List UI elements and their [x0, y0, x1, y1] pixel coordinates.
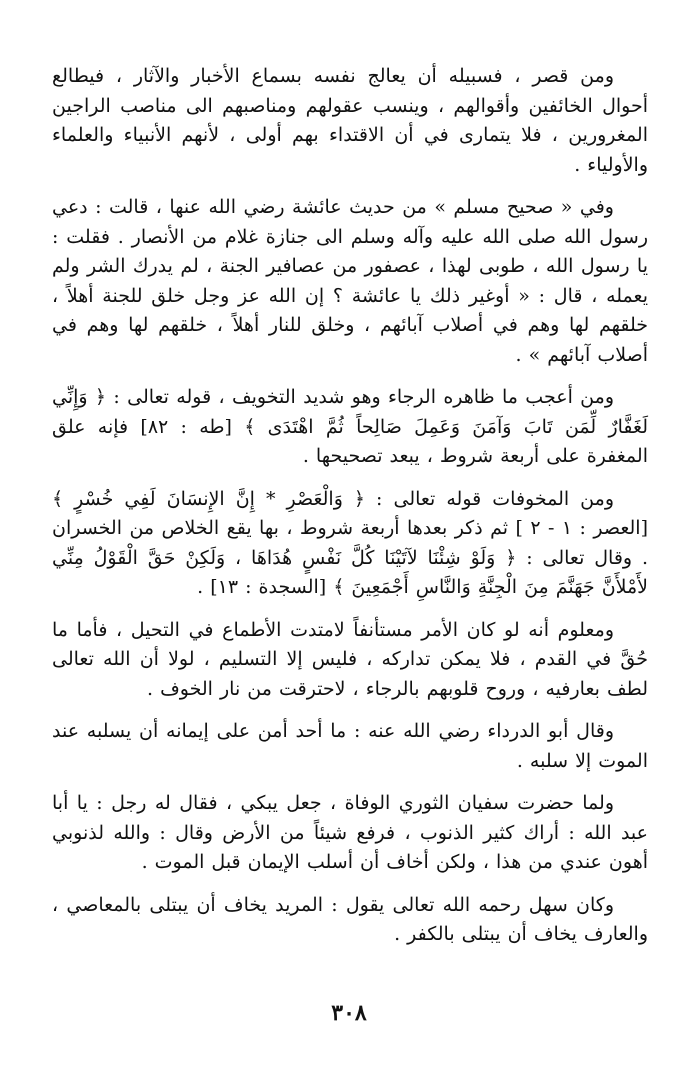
paragraph-7: ولما حضرت سفيان الثوري الوفاة ، جعل يبكي ، فقال له رجل : يا أبا عبد الله : أراك كثير الذنوب ، فرفع شيئاً من الأرض وقال : والله لذنوبي أهون عندي من هذا ، ولكن أخاف أن أسلب الإيمان قبل الموت . — [52, 792, 648, 873]
paragraph-1: ومن قصر ، فسبيله أن يعالج نفسه بسماع الأخبار والآثار ، فيطالع أحوال الخائفين وأقوالهم ، وينسب عقولهم ومناصبهم الى مناصب الراجين المغرورين ، فلا يتمارى في أن الاقتداء بهم أولى ، لأنهم الأنبياء والعلماء والأولياء . — [52, 65, 648, 176]
paragraph-2: وفي « صحيح مسلم » من حديث عائشة رضي الله عنها ، قالت : دعي رسول الله صلى الله عليه وآله وسلم الى جنازة غلام من الأنصار . فقلت : يا رسول الله ، طوبى لهذا ، عصفور من عصافير الجنة ، لم يدرك الشر ولم يعمله ، قال : « أوغير ذلك يا عائشة ؟ إن الله عز وجل خلق للجنة أهلاً ، خلقهم لها وهم في أصلاب آبائهم ، وخلق للنار أهلاً ، خلقهم لها وهم في أصلاب آبائهم » . — [52, 196, 648, 366]
paragraph-3: ومن أعجب ما ظاهره الرجاء وهو شديد التخويف ، قوله تعالى : ﴿ وَإِنِّي لَغَفَّارٌ لِّمَن تَابَ وَآمَنَ وَعَمِلَ صَالِحاً ثُمَّ اهْتَدَى ﴾ [طه : ٨٢] فإنه علق المغفرة على أربعة شروط ، يبعد تصحيحها . — [52, 386, 649, 467]
paragraph-4: ومن المخوفات قوله تعالى : ﴿ وَالْعَصْرِ * إِنَّ الإِنسَانَ لَفِي خُسْرٍ ﴾ [العصر : ١ - ٢ ] ثم ذكر بعدها أربعة شروط ، بها يقع الخلاص من الخسران . وقال تعالى : ﴿ وَلَوْ شِئْنَا لآتَيْنَا كُلَّ نَفْسٍ هُدَاهَا ، وَلَكِنْ حَقَّ الْقَوْلُ مِنِّي لأَمْلأَنَّ جَهَنَّمَ مِنَ الْجِنَّةِ وَالنَّاسِ أَجْمَعِينَ ﴾ [السجدة : ١٣] . — [52, 487, 648, 598]
paragraph-5: ومعلوم أنه لو كان الأمر مستأنفاً لامتدت الأطماع في التحيل ، فأما ما حُقَّ في القدم ، فلا يمكن تداركه ، فليس إلا التسليم ، لولا أن الله تعالى لطف بعارفيه ، وروح قلوبهم بالرجاء ، لاحترقت من نار الخوف . — [52, 618, 648, 700]
paragraph-8: وكان سهل رحمه الله تعالى يقول : المريد يخاف أن يبتلى بالمعاصي ، والعارف يخاف أن يبتلى بالكفر . — [52, 893, 648, 945]
page-number: ٣٠٨ — [331, 1000, 367, 1026]
paragraph-6: وقال أبو الدرداء رضي الله عنه : ما أحد أمن على إيمانه أن يسلبه عند الموت إلا سلبه . — [52, 720, 648, 772]
